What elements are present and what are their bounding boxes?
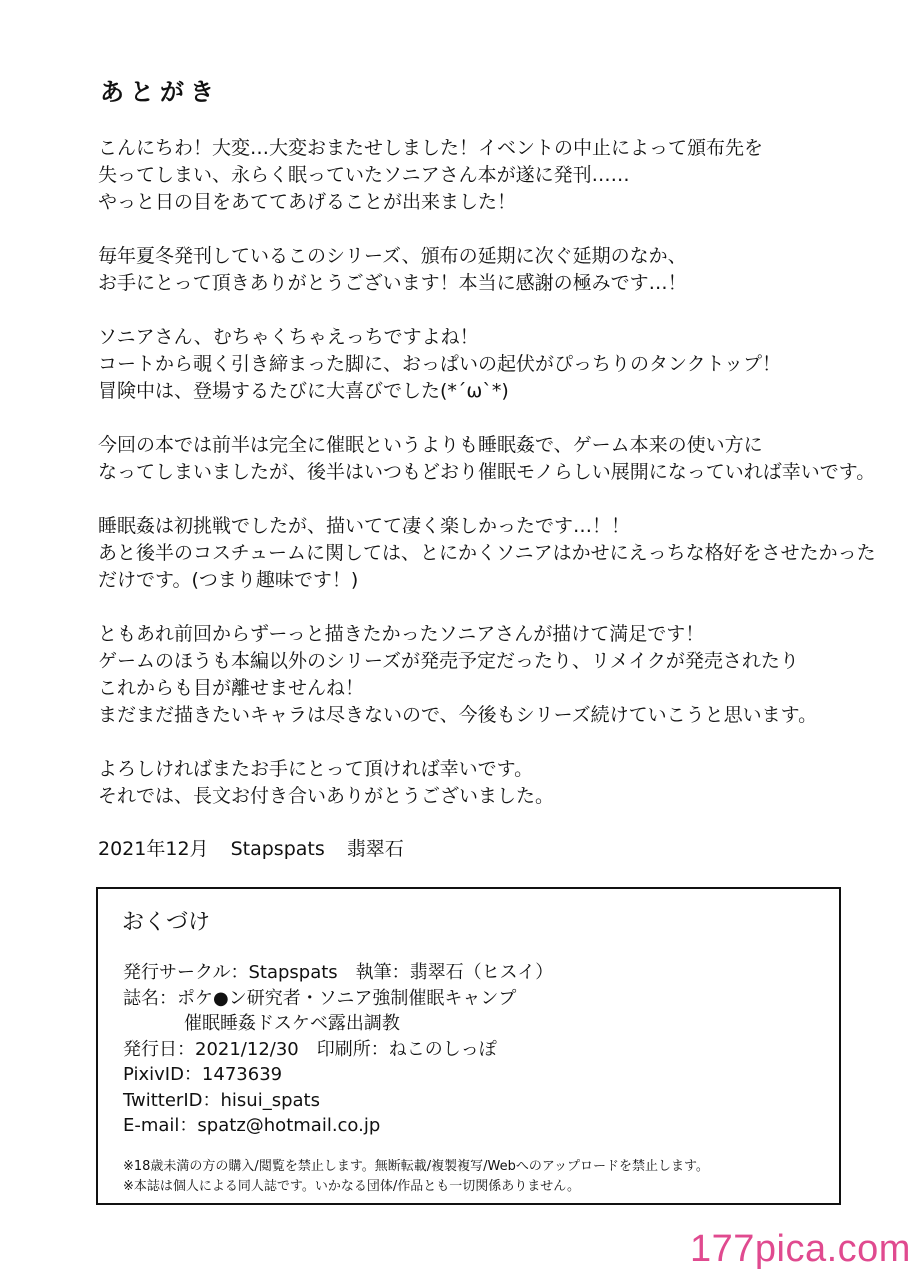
- afterword-line: 冒険中は、登場するたびに大喜びでした(*´ω`*): [98, 380, 509, 402]
- afterword-line: ゲームのほうも本編以外のシリーズが発売予定だったり、リメイクが発売されたり: [98, 650, 799, 672]
- colophon-title: おくづけ: [122, 910, 211, 935]
- afterword-line: 睡眠姦は初挑戦でしたが、描いてて凄く楽しかったです…！！: [98, 515, 631, 537]
- colophon-issue-date: 発行日：2021/12/30: [123, 1038, 299, 1060]
- colophon-info: [123, 960, 553, 1139]
- colophon-note: ※本誌は個人による同人誌です。いかなる団体/作品とも一切関係ありません。: [123, 1179, 581, 1194]
- afterword-line: 失ってしまい、永らく眠っていたソニアさん本が遂に発刊……: [98, 164, 630, 186]
- afterword-paragraph: [98, 621, 858, 729]
- afterword-paragraph: [98, 135, 858, 216]
- afterword-line: なってしまいましたが、後半はいつもどおり催眠モノらしい展開になっていれば幸いです。: [98, 461, 876, 483]
- afterword-line: だけです。(つまり趣味です！): [98, 569, 359, 591]
- afterword-paragraph: [98, 432, 876, 486]
- afterword-line: あと後半のコスチュームに関しては、とにかくソニアはかせにえっちな格好をさせたかった: [98, 542, 876, 564]
- colophon-issue-row: [123, 1037, 553, 1063]
- colophon-printer: 印刷所：ねこのしっぽ: [316, 1038, 497, 1060]
- signature-date: 2021年12月: [98, 838, 209, 860]
- afterword-line: 今回の本では前半は完全に催眠というよりも睡眠姦で、ゲーム本来の使い方に: [98, 434, 763, 456]
- afterword-body: [98, 135, 876, 863]
- afterword-line: これからも目が離せませんね！: [98, 677, 365, 699]
- signature-author: 翡翠石: [346, 838, 404, 860]
- colophon-title-line-1: 誌名：ポケ●ン研究者・ソニア強制催眠キャンプ: [123, 987, 517, 1009]
- colophon-writer: 執筆：翡翠石（ヒスイ）: [355, 962, 554, 983]
- afterword-line: こんにちわ！大変…大変おまたせしました！イベントの中止によって頒布先を: [98, 137, 764, 159]
- colophon-box: [96, 887, 841, 1205]
- afterword-line: ソニアさん、むちゃくちゃえっちですよね！: [98, 326, 479, 348]
- afterword-paragraph: [98, 324, 858, 405]
- afterword-paragraph: [98, 243, 858, 297]
- afterword-line: やっと日の目をあててあげることが出来ました！: [98, 191, 517, 213]
- afterword-line: お手にとって頂きありがとうございます！本当に感謝の極みです…！: [98, 272, 687, 294]
- afterword-line: コートから覗く引き締まった脚に、おっぱいの起伏がぴっちりのタンクトップ！: [98, 353, 782, 375]
- afterword-paragraph: [98, 756, 858, 810]
- afterword-paragraph: [98, 513, 876, 594]
- afterword-signature: [98, 836, 858, 863]
- colophon-email: E-mail：spatz@hotmail.co.jp: [123, 1115, 381, 1136]
- colophon-pixiv: PixivID：1473639: [123, 1064, 283, 1085]
- afterword-line: よろしければまたお手にとって頂ければ幸いです。: [98, 758, 534, 780]
- afterword-heading: あとがき: [100, 78, 220, 106]
- afterword-line: 毎年夏冬発刊しているこのシリーズ、頒布の延期に次ぐ延期のなか、: [98, 245, 687, 267]
- colophon-notes: [123, 1157, 709, 1197]
- afterword-line: まだまだ描きたいキャラは尽きないので、今後もシリーズ続けていこうと思います。: [98, 704, 818, 726]
- colophon-twitter: TwitterID：hisui_spats: [123, 1089, 320, 1111]
- colophon-title-line-2: 催眠睡姦ドスケベ露出調教: [184, 1013, 400, 1034]
- colophon-circle-row: [123, 960, 553, 986]
- signature-circle: Stapspats: [230, 838, 325, 860]
- colophon-circle: 発行サークル：Stapspats: [123, 962, 338, 983]
- afterword-line: ともあれ前回からずーっと描きたかったソニアさんが描けて満足です！: [98, 623, 705, 645]
- afterword-line: それでは、長文お付き合いありがとうございました。: [98, 785, 555, 807]
- colophon-note: ※18歳未満の方の購入/閲覧を禁止します。無断転載/複製複写/Webへのアップロードを禁止します。: [123, 1159, 709, 1174]
- watermark-text: 177pica.com: [690, 1228, 911, 1270]
